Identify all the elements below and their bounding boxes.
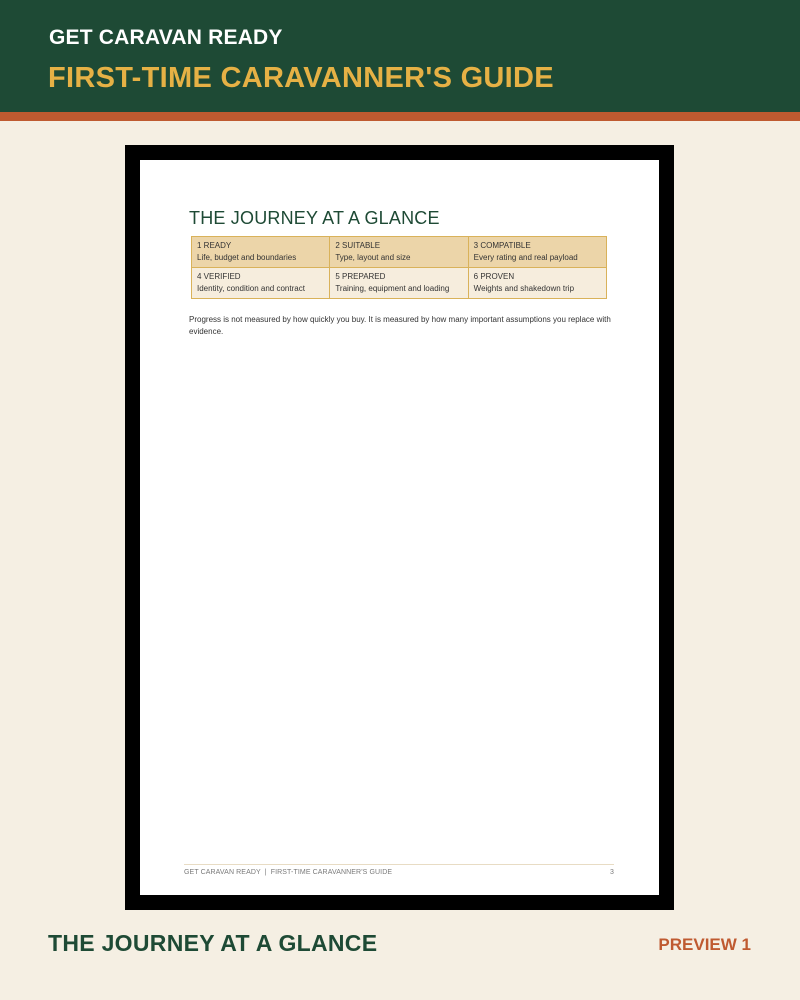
page-heading: THE JOURNEY AT A GLANCE	[189, 208, 440, 228]
stage-title: 2 SUITABLE	[335, 241, 381, 250]
stage-description: Life, budget and boundaries	[197, 253, 297, 262]
table-row	[192, 268, 607, 299]
stage-cell	[330, 237, 468, 268]
stage-cell	[192, 268, 330, 299]
guide-title: FIRST-TIME CARAVANNER'S GUIDE	[48, 62, 554, 94]
header-banner	[0, 0, 800, 112]
footer-separator: |	[264, 869, 267, 876]
journey-stages-table	[191, 236, 607, 299]
stage-title: 6 PROVEN	[473, 272, 515, 281]
header-stripe	[0, 112, 800, 121]
footer-brand: GET CARAVAN READY	[184, 869, 261, 876]
stage-description: Type, layout and size	[335, 253, 411, 262]
stage-description: Weights and shakedown trip	[473, 284, 575, 293]
stage-cell	[192, 237, 330, 268]
preview-label: PREVIEW 1	[658, 935, 751, 954]
stage-title: 1 READY	[197, 241, 232, 250]
footer-guide: FIRST-TIME CARAVANNER'S GUIDE	[270, 869, 393, 876]
preview-caption: THE JOURNEY AT A GLANCE	[48, 930, 378, 956]
stage-cell	[468, 237, 606, 268]
body-paragraph: Progress is not measured by how quickly you buy. It is measured by how many important assumptions you replace with evidence.	[189, 315, 611, 336]
brand-name: GET CARAVAN READY	[49, 26, 283, 49]
page-footer	[184, 869, 392, 876]
document-page	[140, 160, 659, 895]
stage-title: 4 VERIFIED	[197, 272, 241, 281]
table-row	[192, 237, 607, 268]
stage-title: 3 COMPATIBLE	[473, 241, 531, 250]
stage-description: Identity, condition and contract	[197, 284, 305, 293]
footer-divider	[184, 864, 614, 865]
page-number: 3	[610, 869, 614, 876]
stage-title: 5 PREPARED	[335, 272, 386, 281]
stage-description: Every rating and real payload	[473, 253, 578, 262]
stage-description: Training, equipment and loading	[335, 284, 450, 293]
stage-cell	[468, 268, 606, 299]
stage-cell	[330, 268, 468, 299]
